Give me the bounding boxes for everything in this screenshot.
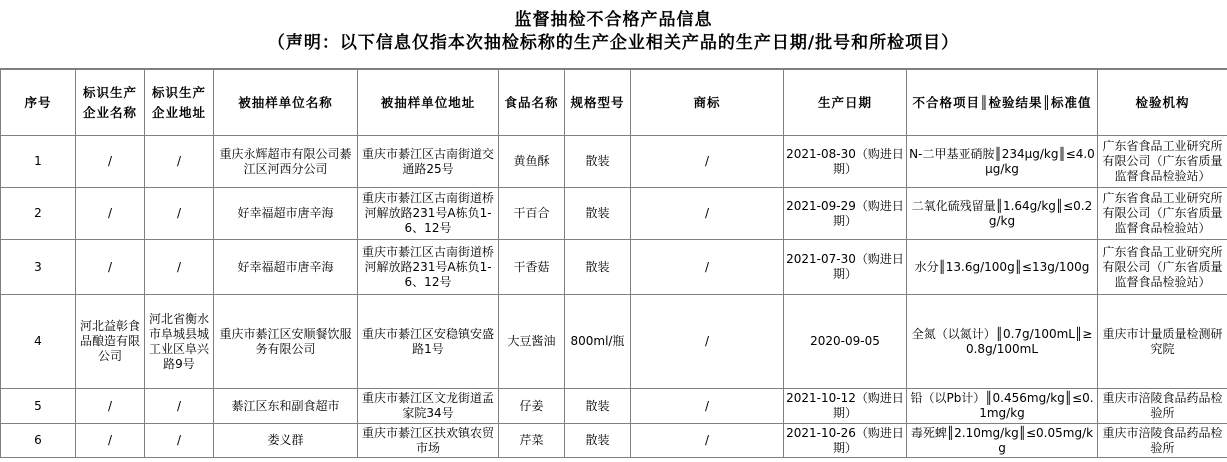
table-cell: 散装	[565, 240, 631, 295]
table-cell: 黄鱼酥	[499, 136, 565, 188]
table-cell: 重庆市涪陵食品药品检验所	[1098, 389, 1227, 424]
table-cell: 重庆市綦江区安稳镇安盛路1号	[358, 295, 499, 389]
table-cell: 2021-09-29（购进日期）	[784, 188, 907, 240]
table-cell: 全氮（以氮计）║0.7g/100mL║≥0.8g/100mL	[907, 295, 1098, 389]
header-cell: 检验机构	[1098, 70, 1227, 136]
table-cell: 2021-08-30（购进日期）	[784, 136, 907, 188]
header-cell: 食品名称	[499, 70, 565, 136]
table-cell: 6	[1, 424, 76, 458]
table-cell: 毒死蜱║2.10mg/kg║≤0.05mg/kg	[907, 424, 1098, 458]
table-cell: /	[145, 424, 214, 458]
table-cell: 1	[1, 136, 76, 188]
table-cell: 2021-07-30（购进日期）	[784, 240, 907, 295]
table-cell: 河北益彰食品酿造有限公司	[76, 295, 145, 389]
header-cell: 标识生产企业名称	[76, 70, 145, 136]
table-cell: 4	[1, 295, 76, 389]
table-row	[1, 424, 1227, 458]
table-cell: /	[145, 240, 214, 295]
table-cell: 重庆永辉超市有限公司綦江区河西分公司	[214, 136, 358, 188]
table-cell: 3	[1, 240, 76, 295]
table-cell: 重庆市计量质量检测研究院	[1098, 295, 1227, 389]
title-block	[0, 0, 1227, 69]
results-table	[0, 69, 1227, 458]
table-body	[1, 70, 1227, 458]
page-title: 监督抽检不合格产品信息	[514, 10, 713, 30]
table-row	[1, 389, 1227, 424]
table-cell: 河北省衡水市阜城县城工业区阜兴路9号	[145, 295, 214, 389]
table-cell: 好幸福超市唐辛海	[214, 240, 358, 295]
table-cell: 干百合	[499, 188, 565, 240]
table-cell: /	[631, 424, 784, 458]
table-cell: 散装	[565, 136, 631, 188]
table-cell: 芹菜	[499, 424, 565, 458]
table-cell: /	[145, 389, 214, 424]
table-cell: 散装	[565, 424, 631, 458]
table-cell: 广东省食品工业研究所有限公司（广东省质量监督食品检验站）	[1098, 188, 1227, 240]
table-cell: 大豆酱油	[499, 295, 565, 389]
table-cell: 重庆市涪陵食品药品检验所	[1098, 424, 1227, 458]
table-cell: 二氧化硫残留量║1.64g/kg║≤0.2g/kg	[907, 188, 1098, 240]
header-cell: 被抽样单位地址	[358, 70, 499, 136]
table-cell: 重庆市綦江区安顺餐饮服务有限公司	[214, 295, 358, 389]
table-cell: 干香菇	[499, 240, 565, 295]
table-cell: /	[145, 188, 214, 240]
table-cell: /	[76, 188, 145, 240]
header-cell: 被抽样单位名称	[214, 70, 358, 136]
table-cell: 好幸福超市唐辛海	[214, 188, 358, 240]
header-cell: 不合格项目║检验结果║标准值	[907, 70, 1098, 136]
table-cell: 散装	[565, 188, 631, 240]
table-cell: /	[145, 136, 214, 188]
table-row	[1, 240, 1227, 295]
table-cell: 2021-10-26（购进日期）	[784, 424, 907, 458]
table-cell: 重庆市綦江区古南街道交通路25号	[358, 136, 499, 188]
header-cell: 商标	[631, 70, 784, 136]
table-row	[1, 188, 1227, 240]
header-cell: 标识生产企业地址	[145, 70, 214, 136]
header-cell: 生产日期	[784, 70, 907, 136]
table-row	[1, 136, 1227, 188]
table-row	[1, 295, 1227, 389]
table-cell: /	[76, 389, 145, 424]
header-cell: 序号	[1, 70, 76, 136]
header-row	[1, 70, 1227, 136]
table-cell: /	[76, 424, 145, 458]
table-cell: 水分║13.6g/100g║≤13g/100g	[907, 240, 1098, 295]
table-cell: 娄义群	[214, 424, 358, 458]
table-cell: /	[631, 136, 784, 188]
table-cell: /	[631, 240, 784, 295]
table-cell: /	[631, 295, 784, 389]
table-cell: 仔姜	[499, 389, 565, 424]
table-cell: 800ml/瓶	[565, 295, 631, 389]
table-cell: /	[631, 389, 784, 424]
table-cell: 重庆市綦江区古南街道桥河解放路231号A栋负1-6、12号	[358, 188, 499, 240]
table-cell: /	[76, 136, 145, 188]
table-cell: 重庆市綦江区古南街道桥河解放路231号A栋负1-6、12号	[358, 240, 499, 295]
table-cell: 2020-09-05	[784, 295, 907, 389]
page-subtitle: （声明：以下信息仅指本次抽检标称的生产企业相关产品的生产日期/批号和所检项目）	[267, 33, 960, 53]
header-cell: 规格型号	[565, 70, 631, 136]
table-cell: 2021-10-12（购进日期）	[784, 389, 907, 424]
table-cell: 綦江区东和副食超市	[214, 389, 358, 424]
table-cell: 5	[1, 389, 76, 424]
table-cell: 重庆市綦江区文龙街道孟家院34号	[358, 389, 499, 424]
table-cell: /	[76, 240, 145, 295]
table-cell: 铅（以Pb计）║0.456mg/kg║≤0.1mg/kg	[907, 389, 1098, 424]
table-cell: 重庆市綦江区扶欢镇农贸市场	[358, 424, 499, 458]
table-cell: N-二甲基亚硝胺║234μg/kg║≤4.0μg/kg	[907, 136, 1098, 188]
table-cell: 散装	[565, 389, 631, 424]
table-cell: 广东省食品工业研究所有限公司（广东省质量监督食品检验站）	[1098, 240, 1227, 295]
table-cell: 2	[1, 188, 76, 240]
table-cell: /	[631, 188, 784, 240]
table-cell: 广东省食品工业研究所有限公司（广东省质量监督食品检验站）	[1098, 136, 1227, 188]
